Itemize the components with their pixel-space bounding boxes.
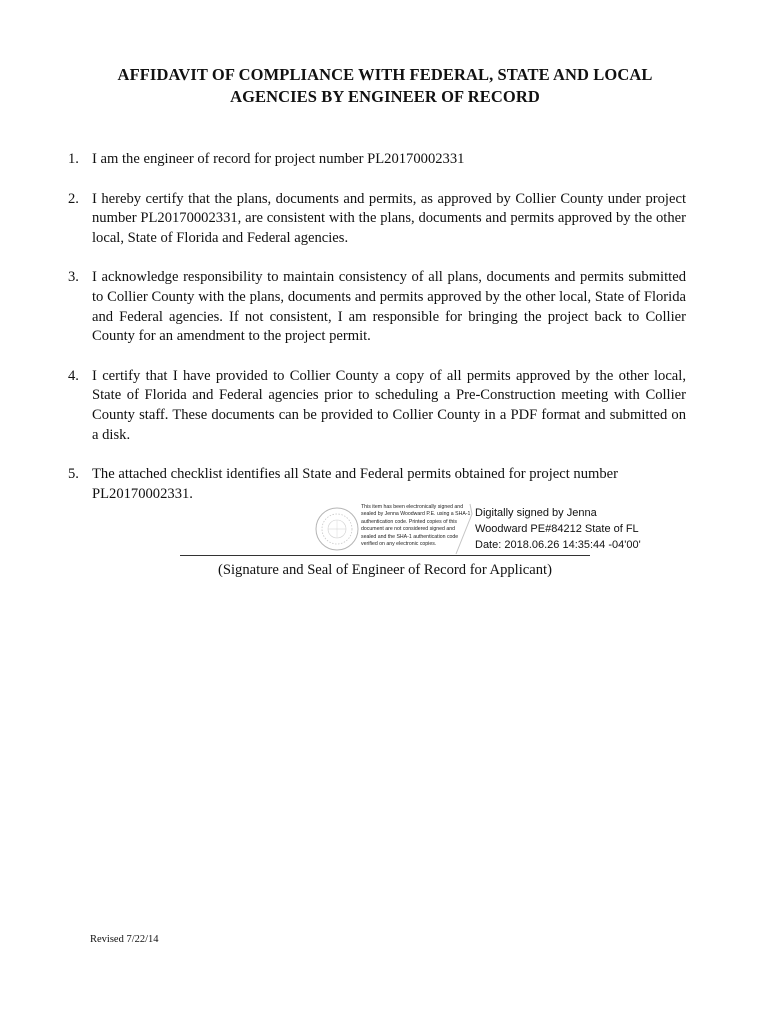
title-line-2: AGENCIES BY ENGINEER OF RECORD: [230, 87, 540, 106]
list-item: [60, 367, 686, 445]
list-item: [60, 150, 686, 170]
item-text: I am the engineer of record for project number PL20170002331: [92, 151, 465, 167]
item-number: 1.: [68, 151, 79, 167]
signature-caption: (Signature and Seal of Engineer of Record for Applicant): [218, 562, 552, 578]
affidavit-list: [60, 150, 686, 524]
item-text: I acknowledge responsibility to maintain consistency of all plans, documents and permits submitted to Collier County with the plans, documents and permits approved by the other local, State of Florida and Federal agencies. If not consistent, I am responsible for bringing the project back to Collier County for an amendment to the project permit.: [92, 269, 686, 345]
signature-stroke-icon: [450, 502, 474, 556]
signature-block: [180, 500, 641, 590]
signature-line: [180, 555, 590, 556]
item-text: I certify that I have provided to Collier County a copy of all permits approved by the other local, State of Florida and Federal agencies prior to scheduling a Pre-Construction meeting with Collier County staff. These documents can be provided to Collier County in a PDF format and submitted on a disk.: [92, 367, 686, 443]
list-item: [60, 268, 686, 346]
list-item: [60, 465, 686, 504]
document-title: [60, 64, 710, 108]
item-number: 4.: [68, 367, 79, 384]
item-number: 3.: [68, 269, 79, 286]
item-number: 5.: [68, 466, 79, 483]
engineer-seal-icon: [314, 506, 360, 552]
digital-signature: [475, 505, 675, 553]
item-text: I hereby certify that the plans, documents and permits, as approved by Collier County under project number PL20170002331, are consistent with the plans, documents and permits approved by the other local, State of Florida and Federal agencies.: [92, 190, 686, 246]
digital-signature-line-2: Woodward PE#84212 State of FL: [475, 523, 639, 535]
digital-signature-line-3: Date: 2018.06.26 14:35:44 -04'00': [475, 539, 641, 551]
list-item: [60, 190, 686, 249]
item-text: The attached checklist identifies all State and Federal permits obtained for project number PL20170002331.: [92, 466, 618, 502]
revision-footer: Revised 7/22/14: [90, 934, 159, 945]
title-line-1: AFFIDAVIT OF COMPLIANCE WITH FEDERAL, STATE AND LOCAL: [117, 65, 653, 84]
digital-signature-line-1: Digitally signed by Jenna: [475, 507, 597, 519]
item-number: 2.: [68, 190, 79, 207]
signature-note: This item has been electronically signed and sealed by Jenna Woodward P.E. using a SHA-1 authentication code. Printed copies of this document are not considered signed and sealed and the SHA-1 authentication code verified on any electronic copies.: [361, 504, 471, 548]
